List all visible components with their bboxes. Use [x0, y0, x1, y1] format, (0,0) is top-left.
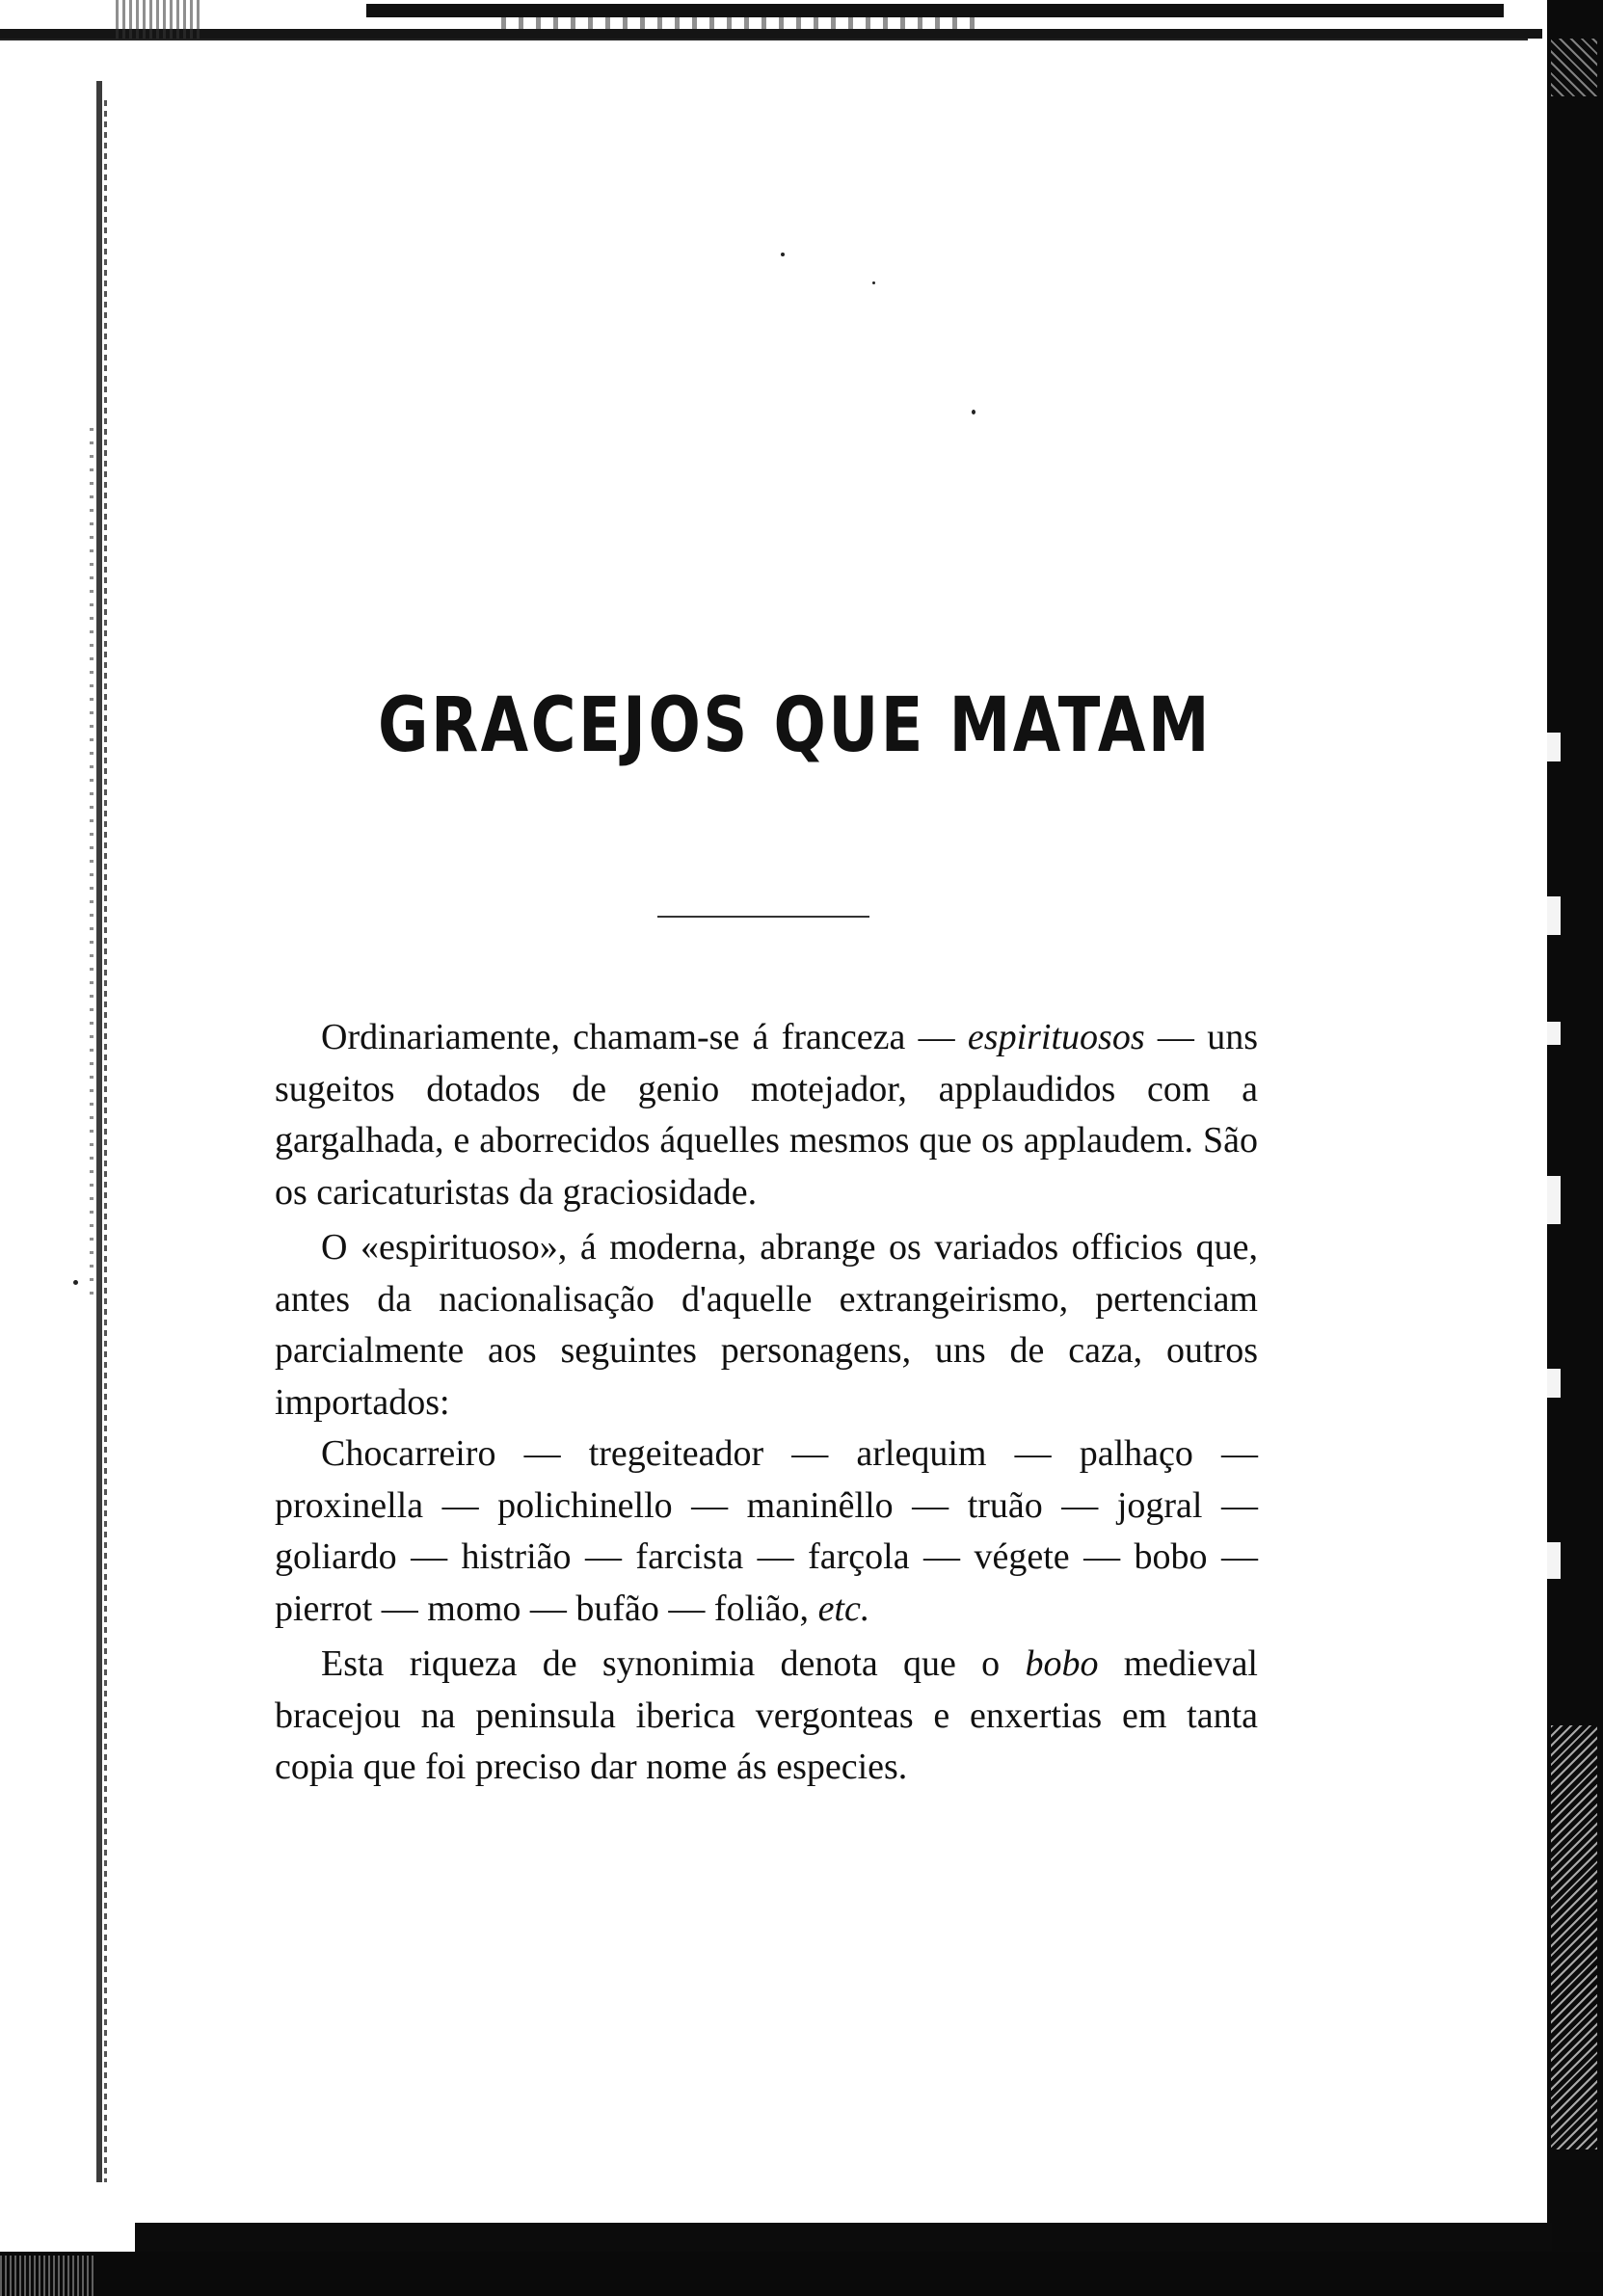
- speck: [872, 281, 875, 284]
- text-run: Ordinariamente, chamam-se á franceza —: [321, 1017, 968, 1057]
- chapter-title: GRACEJOS QUE MATAM: [378, 682, 1212, 769]
- speck: [972, 410, 975, 414]
- scan-border-right: [1547, 0, 1603, 2296]
- italic-run: bobo: [1025, 1643, 1099, 1684]
- text-run: Esta riqueza de synonimia denota que o: [321, 1643, 1026, 1684]
- speck: [781, 253, 785, 256]
- text-run: — uns sugeitos dotados de genio motejador, applaudidos com a gargalhada, e aborrecidos áquelles mesmos que os applaudem. São os caricaturistas da graciosidade.: [275, 1017, 1258, 1213]
- scan-border-left: [0, 42, 135, 2259]
- italic-run: espirituosos: [967, 1017, 1145, 1057]
- speck: [73, 1280, 78, 1285]
- body-text: [275, 1012, 1258, 1794]
- title-rule: [657, 916, 869, 918]
- paragraph: [275, 1222, 1258, 1428]
- paragraph: [275, 1428, 1258, 1635]
- text-run: O «espirituoso», á moderna, abrange os variados officios que, antes da nacionalisação d'aquelle extrangeirismo, pertenciam parcialmente aos seguintes personagens, uns de caza, outros importados:: [275, 1227, 1258, 1423]
- paragraph: [275, 1639, 1258, 1794]
- text-run: medieval bracejou na peninsula iberica vergonteas e enxertias em tanta copia que foi preciso dar nome ás especies.: [275, 1643, 1258, 1787]
- paragraph: [275, 1012, 1258, 1218]
- text-run: Chocarreiro — tregeiteador — arlequim — palhaço — proxinella — polichinello — maninêllo — truão — jogral — goliardo — histrião — farcista — farçola — végete — bobo — pierrot — momo — bufão — folião,: [275, 1433, 1258, 1629]
- scan-border-bottom: [0, 2217, 1603, 2296]
- italic-run: etc.: [817, 1588, 870, 1629]
- scan-border-top: [0, 0, 1603, 40]
